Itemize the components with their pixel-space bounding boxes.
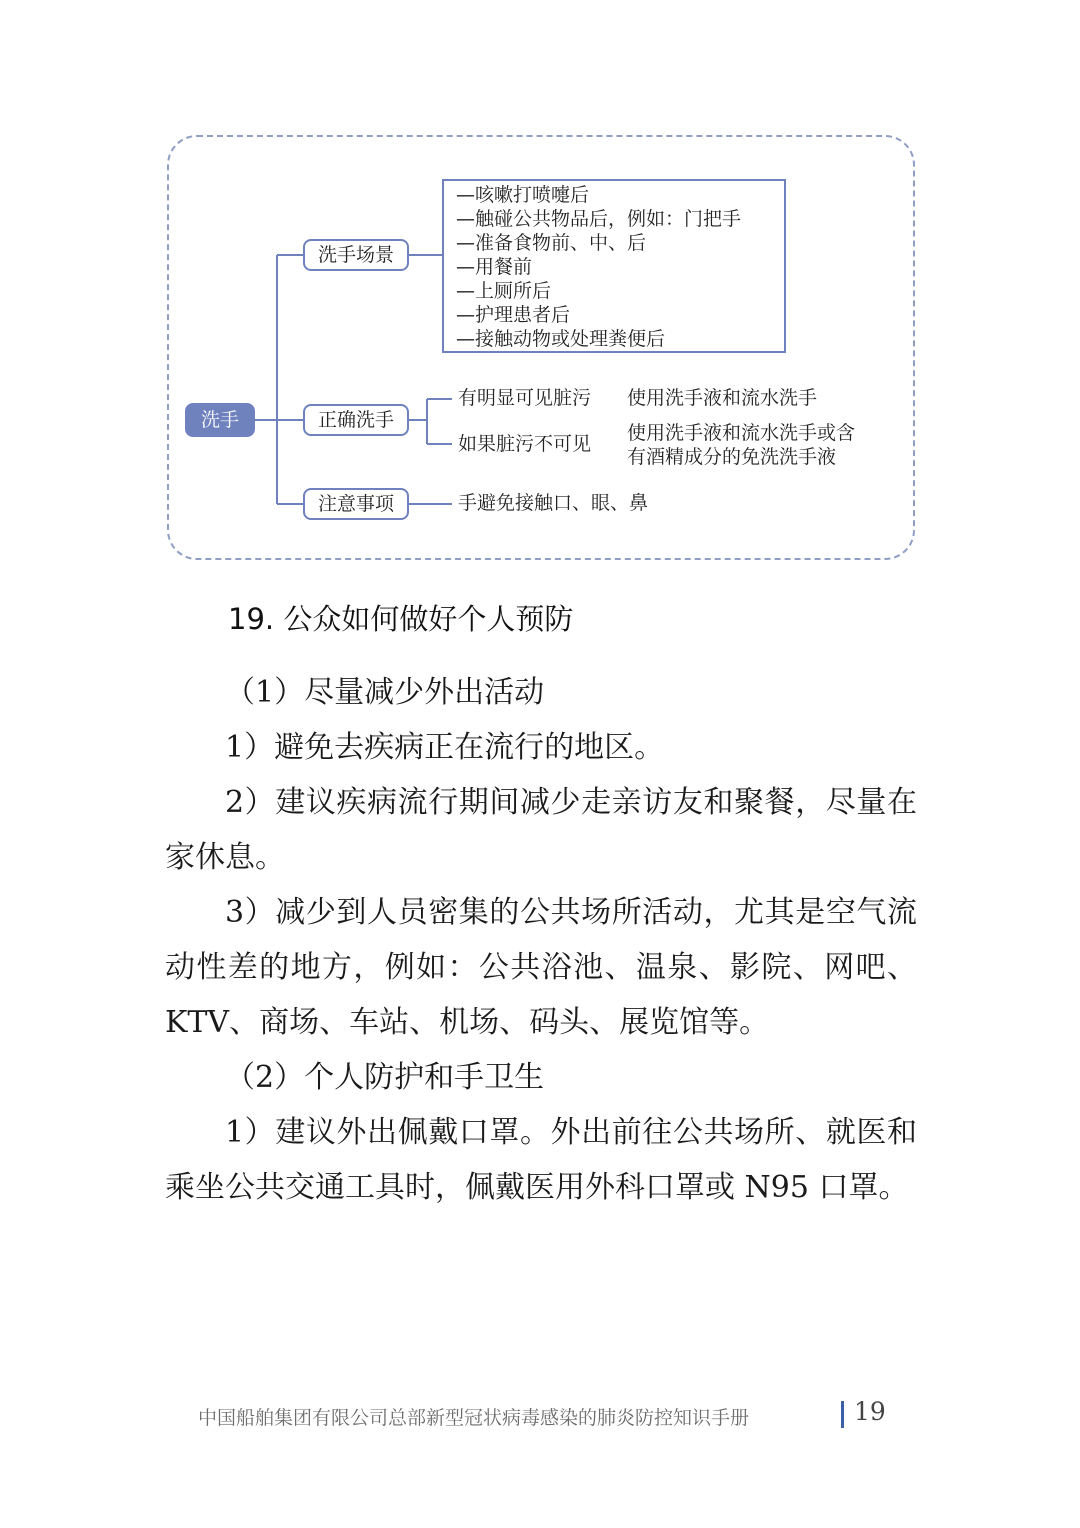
action-invisible-dirt-line1: 使用洗手液和流水洗手或含 <box>627 422 856 444</box>
paragraph-heading-1: （1）尽量减少外出活动 <box>225 675 545 710</box>
paragraph: 3）减少到人员密集的公共场所活动，尤其是空气流动性差的地方，例如：公共浴池、温泉、影院、网吧、 KTV、商场、车站、机场、码头、展览馆等。 <box>165 895 917 1040</box>
action-invisible-dirt-line2: 有酒精成分的免洗洗手液 <box>627 446 837 468</box>
scene-item: —上厕所后 <box>456 280 552 302</box>
action-visible-dirt: 使用洗手液和流水洗手 <box>627 387 818 409</box>
page-number: 19 <box>854 1397 886 1426</box>
condition-visible-dirt: 有明显可见脏污 <box>458 387 592 409</box>
paragraph-heading-2: （2）个人防护和手卫生 <box>225 1060 545 1095</box>
note-text: 手避免接触口、眼、鼻 <box>458 492 649 514</box>
scene-item: —咳嗽打喷嚏后 <box>456 184 590 206</box>
root-node-handwashing: 洗手 <box>185 403 255 437</box>
scenes-box <box>442 179 786 353</box>
footer-divider <box>841 1401 844 1428</box>
paragraph: 2）建议疾病流行期间减少走亲访友和聚餐，尽量在家休息。 <box>165 785 917 875</box>
condition-invisible-dirt: 如果脏污不可见 <box>458 433 592 455</box>
paragraph: 1）避免去疾病正在流行的地区。 <box>225 730 665 765</box>
branch-node-correct-method: 正确洗手 <box>303 404 409 436</box>
paragraph: 1）建议外出佩戴口罩。外出前往公共场所、就医和乘坐公共交通工具时，佩戴医用外科口罩或 N95 口罩。 <box>165 1115 917 1205</box>
scene-item: —接触动物或处理粪便后 <box>456 328 666 350</box>
branch-node-scenes: 洗手场景 <box>303 239 409 271</box>
scene-item: —触碰公共物品后，例如：门把手 <box>456 208 742 230</box>
scene-item: —护理患者后 <box>456 304 571 326</box>
footer-title: 中国船舶集团有限公司总部新型冠状病毒感染的肺炎防控知识手册 <box>198 1407 750 1429</box>
scene-item: —准备食物前、中、后 <box>456 232 647 254</box>
scene-item: —用餐前 <box>456 256 533 278</box>
branch-node-notes: 注意事项 <box>303 488 409 520</box>
handwashing-diagram <box>167 135 915 560</box>
section-title: 19. 公众如何做好个人预防 <box>228 602 574 636</box>
